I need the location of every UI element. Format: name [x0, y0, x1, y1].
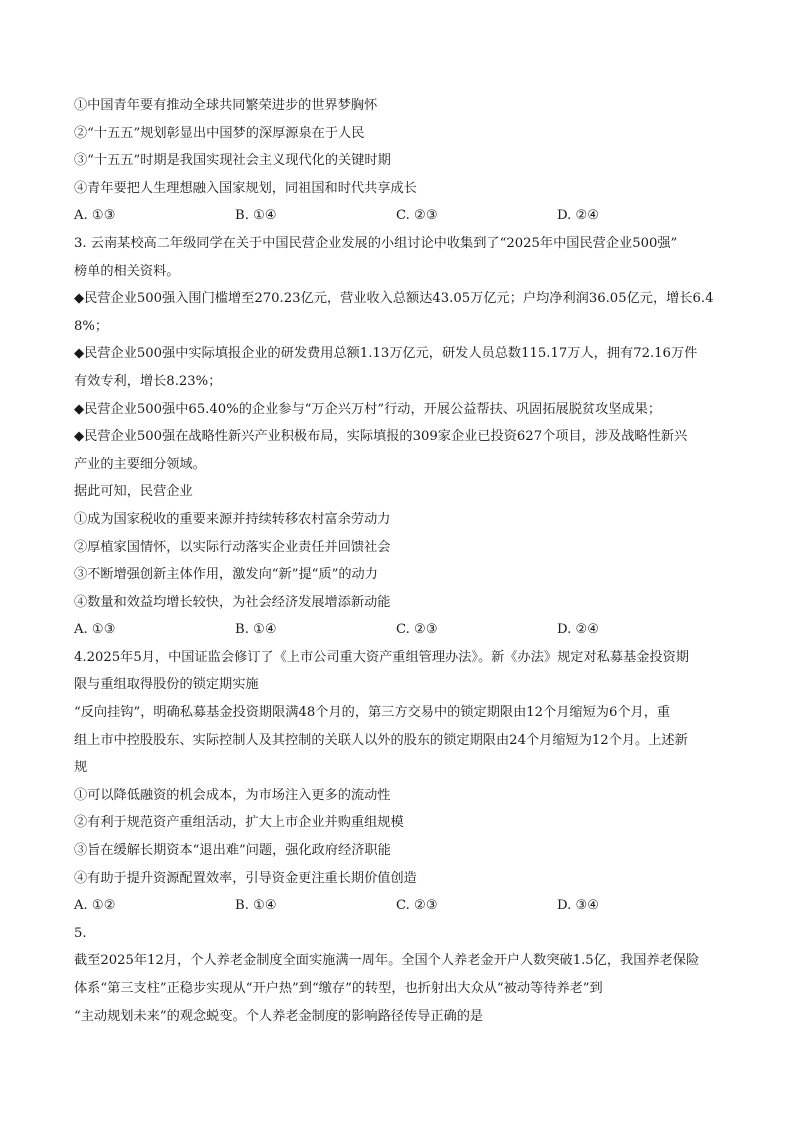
q2-options	[74, 202, 724, 230]
q3-item-2: ②厚植家国情怀，以实际行动落实企业责任并回馈社会	[74, 539, 391, 555]
q3-bullet-2-line-2: 有效专利，增长8.23%；	[74, 373, 222, 389]
q3-option-c: C. ②③	[396, 622, 438, 638]
q4-item-4: ④有助于提升资源配置效率，引导资金更注重长期价值创造	[74, 870, 417, 886]
q3-bullet-3-line-1: ◆民营企业500强中65.40%的企业参与“万企兴万村”行动，开展公益帮扶、巩固拓展脱贫攻坚成果；	[74, 401, 662, 417]
q3-item-3: ③不断增强创新主体作用，激发向“新”提“质”的动力	[74, 567, 378, 583]
q3-bullet-2-line-1: ◆民营企业500强中实际填报企业的研发费用总额1.13万亿元，研发人员总数115.17万人，拥有72.16万件	[74, 346, 698, 362]
q2-item-1: ①中国青年要有推动全球共同繁荣进步的世界梦胸怀	[74, 98, 378, 113]
q2-option-c: C. ②③	[396, 208, 438, 224]
q4-stem-line-2: 限与重组取得股份的锁定期实施	[74, 677, 259, 693]
question-3	[74, 230, 724, 644]
q4-option-c: C. ②③	[396, 898, 438, 914]
q3-item-4: ④数量和效益均增长较快，为社会经济发展增添新动能	[74, 594, 391, 610]
q2-item-4: ④青年要把人生理想融入国家规划，同祖国和时代共享成长	[74, 180, 417, 196]
q3-stem-line-2: 榜单的相关资料。	[74, 263, 180, 279]
q3-bullet-1-line-2: 8%；	[74, 318, 109, 334]
q4-item-3: ③旨在缓解长期资本“退出难”问题，强化政府经济职能	[74, 843, 391, 859]
q4-option-b: B. ①④	[235, 898, 277, 914]
q2-option-d: D. ②④	[557, 208, 600, 224]
q4-stem-line-3: “反向挂钩”，明确私募基金投资期限满48个月的，第三方交易中的锁定期限由12个月缩短为6个月，重	[74, 705, 671, 721]
q4-options	[74, 892, 724, 920]
q5-stem-line-1: 截至2025年12月，个人养老金制度全面实施满一周年。全国个人养老金开户人数突破1.5亿，我国养老保险	[74, 953, 700, 969]
q3-bullet-4-line-2: 产业的主要细分领域。	[74, 456, 206, 472]
q3-item-1: ①成为国家税收的重要来源并持续转移农村富余劳动力	[74, 511, 391, 527]
q4-option-d: D. ③④	[557, 898, 600, 914]
q4-item-2: ②有利于规范资产重组活动，扩大上市企业并购重组规模	[74, 815, 404, 831]
question-5	[74, 920, 724, 1030]
q4-stem-line-4: 组上市中控股股东、实际控制人及其控制的关联人以外的股东的锁定期限由24个月缩短为12个月。上述新	[74, 732, 688, 748]
q4-stem-line-5: 规	[74, 760, 88, 776]
q3-option-b: B. ①④	[235, 622, 277, 638]
q4-option-a: A. ①②	[74, 898, 116, 914]
question-2	[74, 92, 724, 230]
q4-item-1: ①可以降低融资的机会成本，为市场注入更多的流动性	[74, 787, 391, 803]
q3-bullet-1-line-1: ◆民营企业500强入围门槛增至270.23亿元，营业收入总额达43.05万亿元；户均净利润36.05亿元，增长6.4	[74, 291, 714, 307]
q2-option-a: A. ①③	[74, 208, 116, 224]
q5-stem-line-2: 体系“第三支柱”正稳步实现从“开户热”到“缴存”的转型，也折射出大众从“被动等待养老”到	[74, 981, 603, 996]
q3-lead: 据此可知，民营企业	[74, 484, 193, 500]
q3-option-d: D. ②④	[557, 622, 600, 638]
q2-option-b: B. ①④	[235, 208, 277, 224]
q2-item-2: ②“十五五”规划彰显出中国梦的深厚源泉在于人民	[74, 125, 365, 141]
question-4	[74, 644, 724, 920]
q3-stem-line-1: 3. 云南某校高二年级同学在关于中国民营企业发展的小组讨论中收集到了“2025年中国民营企业500强”	[74, 235, 678, 251]
q3-bullet-4-line-1: ◆民营企业500强在战略性新兴产业积极布局，实际填报的309家企业已投资627个项目，涉及战略性新兴	[74, 429, 688, 445]
q4-stem-line-1: 4.2025年5月，中国证监会修订了《上市公司重大资产重组管理办法》。新《办法》规定对私募基金投资期	[74, 649, 689, 665]
q5-stem-line-3: “主动规划未来”的观念蜕变。个人养老金制度的影响路径传导正确的是	[74, 1008, 484, 1024]
document-body	[74, 92, 724, 1030]
q2-item-3: ③“十五五”时期是我国实现社会主义现代化的关键时期	[74, 153, 391, 169]
q5-number: 5.	[74, 925, 87, 941]
q3-options	[74, 616, 724, 644]
q3-option-a: A. ①③	[74, 622, 116, 638]
